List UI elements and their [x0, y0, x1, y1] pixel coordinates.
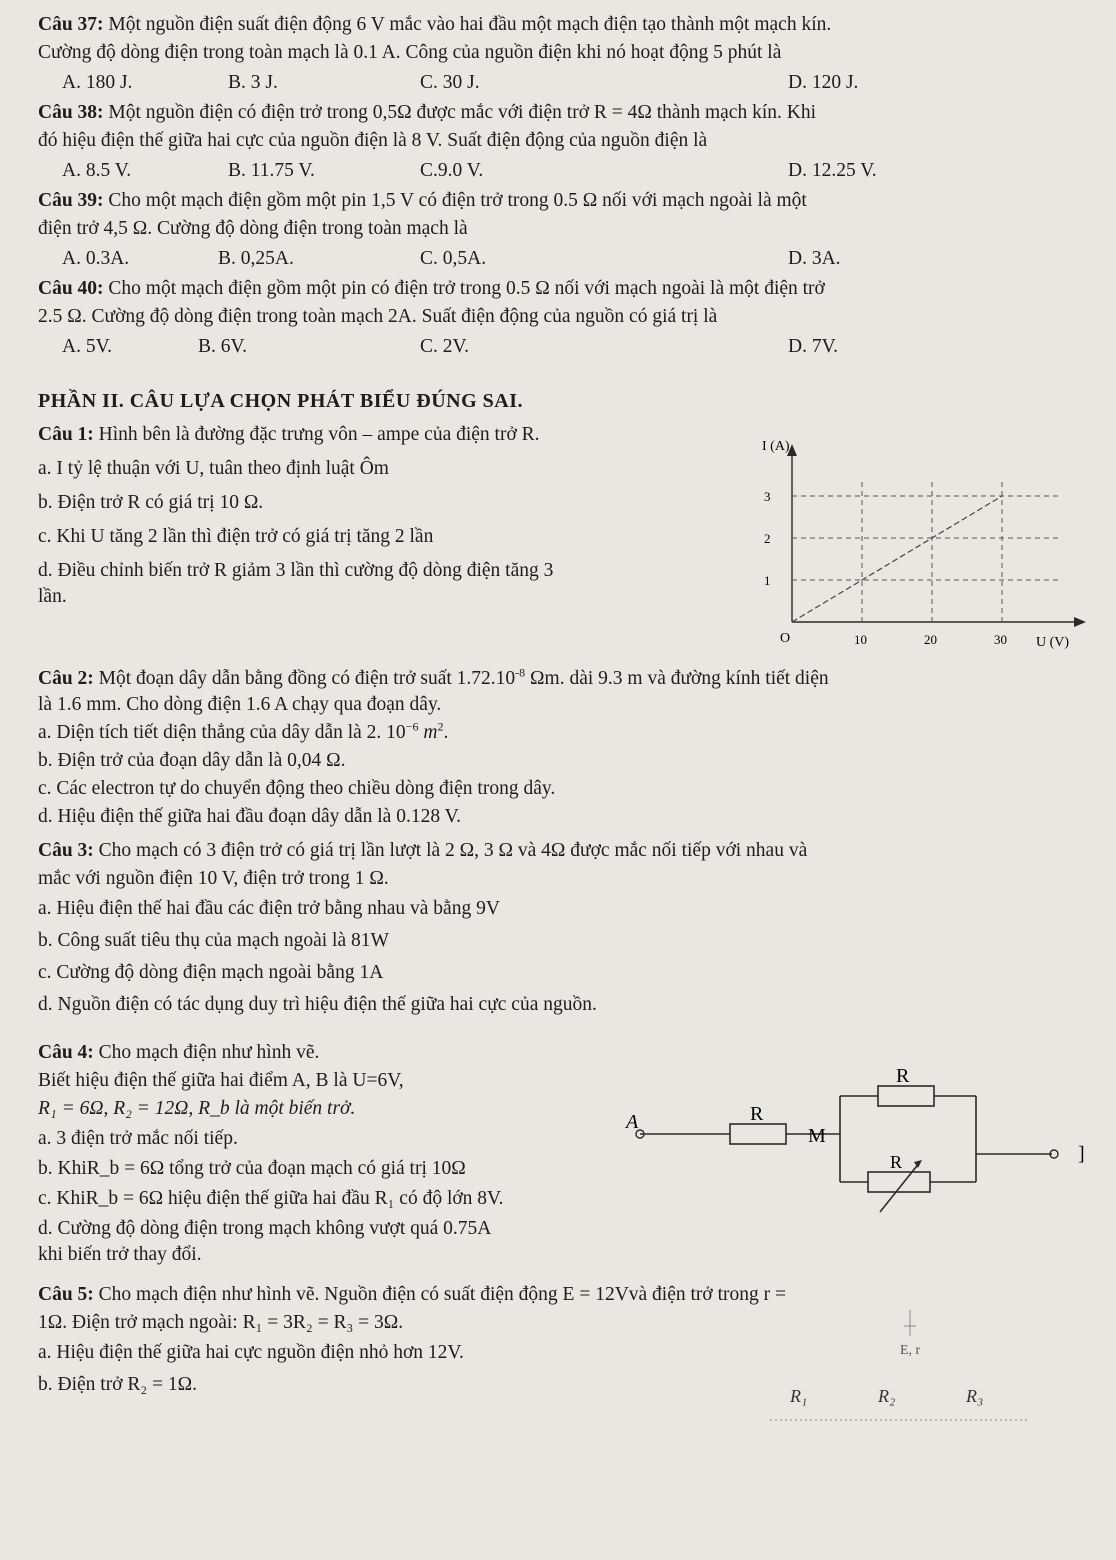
label-b: ] [1078, 1143, 1085, 1165]
q2-statement-a: a. Diện tích tiết diện thẳng của dây dẫn là 2. $10^{-6}$ $m^2$. [38, 719, 449, 743]
x-axis-arrow-icon [1074, 617, 1086, 627]
label-r2: R₂ [878, 1386, 896, 1406]
q38-option-a: A. 8.5 V. [62, 160, 132, 181]
q38-line2: đó hiệu điện thế giữa hai cực của nguồn điện là 8 V. Suất điện động của nguồn điện là [38, 130, 708, 151]
q39-line1: Câu 39: Cho một mạch điện gồm một pin 1,5 V có điện trở trong 0.5 Ω nối với mạch ngoài là một [38, 190, 807, 211]
y-axis-label: I (A) [762, 439, 790, 454]
label-r-bottom: R [890, 1152, 903, 1172]
label-a: A [626, 1111, 639, 1133]
q5-stem-cont: 1Ω. Điện trở mạch ngoài: R₁ = 3R₂ = R₃ = 3Ω. [38, 1312, 404, 1333]
q4-statement-a: a. 3 điện trở mắc nối tiếp. [38, 1128, 238, 1149]
q3-statement-c: c. Cường độ dòng điện mạch ngoài bằng 1A [38, 962, 384, 983]
q38-option-d: D. 12.25 V. [788, 160, 877, 181]
q3-statement-a: a. Hiệu điện thế hai đầu các điện trở bằng nhau và bằng 9V [38, 898, 500, 919]
q37-option-d: D. 120 J. [788, 72, 859, 93]
q3-stem: Câu 3: Cho mạch có 3 điện trở có giá trị lần lượt là 2 Ω, 3 Ω và 4Ω được mắc nối tiếp với nhau và [38, 840, 808, 861]
q4-given-line1: Biết hiệu điện thế giữa hai điểm A, B là U=6V, [38, 1070, 404, 1091]
x-axis-label: U (V) [1036, 635, 1070, 650]
q1-stem: Câu 1: Hình bên là đường đặc trưng vôn – ampe của điện trở R. [38, 424, 540, 445]
q38-option-c: C.9.0 V. [420, 160, 484, 181]
q4-stem: Câu 4: Cho mạch điện như hình vẽ. [38, 1042, 320, 1063]
q1-statement-d-cont: lần. [38, 586, 67, 607]
q40-option-b: B. 6V. [198, 336, 247, 357]
label-r-top: R [896, 1065, 910, 1087]
q2-statement-c: c. Các electron tự do chuyển động theo chiều dòng điện trong dây. [38, 778, 556, 799]
q37-option-b: B. 3 J. [228, 72, 278, 93]
q40-line2: 2.5 Ω. Cường độ dòng điện trong toàn mạch 2A. Suất điện động của nguồn có giá trị là [38, 306, 718, 327]
q39-option-d: D. 3A. [788, 248, 841, 269]
q40-option-a: A. 5V. [62, 336, 113, 357]
q39-line2: điện trở 4,5 Ω. Cường độ dòng điện trong toàn mạch là [38, 218, 468, 239]
q38-line1: Câu 38: Một nguồn điện có điện trở trong 0,5Ω được mắc với điện trở R = 4Ω thành mạch kín. Khi [38, 102, 816, 123]
q37-line1: Câu 37: Một nguồn điện suất điện động 6 V mắc vào hai đầu một mạch điện tạo thành một mạch kín. [38, 14, 832, 35]
q2-statement-b: b. Điện trở của đoạn dây dẫn là 0,04 Ω. [38, 750, 346, 771]
q4-statement-d: d. Cường độ dòng điện trong mạch không vượt quá 0.75A [38, 1218, 492, 1239]
part2-title: PHẦN II. CÂU LỰA CHỌN PHÁT BIỂU ĐÚNG SAI. [38, 390, 523, 412]
q40-option-c: C. 2V. [420, 336, 469, 357]
label-source: E, r [900, 1343, 921, 1358]
q39-option-b: B. 0,25A. [218, 248, 294, 269]
q1-statement-b: b. Điện trở R có giá trị 10 Ω. [38, 492, 264, 513]
q37-option-a: A. 180 J. [62, 72, 133, 93]
q1-statement-d: d. Điều chỉnh biến trở R giảm 3 lần thì cường độ dòng điện tăng 3 [38, 560, 554, 581]
q1-statement-c: c. Khi U tăng 2 lần thì điện trở có giá trị tăng 2 lần [38, 526, 434, 547]
q3-statement-d: d. Nguồn điện có tác dụng duy trì hiệu điện thế giữa hai cực của nguồn. [38, 994, 597, 1015]
label-m: M [808, 1125, 826, 1147]
q37-option-c: C. 30 J. [420, 72, 480, 93]
q5-stem: Câu 5: Cho mạch điện như hình vẽ. Nguồn điện có suất điện động E = 12Vvà điện trở trong r = [38, 1284, 787, 1305]
q40-option-d: D. 7V. [788, 336, 839, 357]
q40-line1: Câu 40: Cho một mạch điện gồm một pin có điện trở trong 0.5 Ω nối với mạch ngoài là một điện trở [38, 278, 825, 299]
iu-series-line [792, 496, 1002, 622]
y-tick-label: 2 [764, 531, 771, 546]
q4-statement-b: b. KhiR_b = 6Ω tổng trở của đoạn mạch có giá trị 10Ω [38, 1158, 466, 1179]
origin-label: O [780, 631, 791, 646]
x-tick-label: 30 [994, 632, 1007, 647]
label-r3: R₃ [966, 1386, 984, 1406]
q39-option-a: A. 0.3A. [62, 248, 130, 269]
q38-option-b: B. 11.75 V. [228, 160, 315, 181]
q4-statement-c: c. KhiR_b = 6Ω hiệu điện thế giữa hai đầu R₁ có độ lớn 8V. [38, 1188, 504, 1209]
q5-statement-a: a. Hiệu điện thế giữa hai cực nguồn điện nhỏ hơn 12V. [38, 1342, 464, 1363]
q5-statement-b: b. Điện trở R₂ = 1Ω. [38, 1374, 198, 1395]
q3-stem-cont: mắc với nguồn điện 10 V, điện trở trong 1 Ω. [38, 868, 389, 889]
q3-statement-b: b. Công suất tiêu thụ của mạch ngoài là 81W [38, 930, 389, 951]
x-tick-label: 10 [854, 632, 867, 647]
x-tick-label: 20 [924, 632, 937, 647]
y-tick-label: 3 [764, 489, 771, 504]
resistor-r1 [730, 1124, 786, 1144]
q4-given-line2: R₁ = 6Ω, R₂ = 12Ω, R_b là một biến trở. [38, 1098, 356, 1119]
q2-stem: Câu 2: Một đoạn dây dẫn bằng đồng có điện trở suất $1.72.10^{-8}$ Ωm. dài 9.3 m và đường kính tiết diện [38, 665, 829, 689]
q4-statement-d-cont: khi biến trở thay đổi. [38, 1244, 202, 1265]
q1-statement-a: a. I tỷ lệ thuận với U, tuân theo định luật Ôm [38, 458, 389, 479]
y-tick-label: 1 [764, 573, 771, 588]
q5-circuit-diagram [760, 1300, 1060, 1430]
q4-circuit-diagram [600, 1062, 1100, 1242]
q37-line2: Cường độ dòng điện trong toàn mạch là 0.1 A. Công của nguồn điện khi nó hoạt động 5 phút là [38, 42, 782, 63]
label-r-left: R [750, 1103, 764, 1125]
q2-statement-d: d. Hiệu điện thế giữa hai đầu đoạn dây dẫn là 0.128 V. [38, 806, 462, 827]
resistor-r2 [878, 1086, 934, 1106]
chart-axes [762, 439, 1086, 650]
q2-stem-cont: là 1.6 mm. Cho dòng điện 1.6 A chạy qua đoạn dây. [38, 694, 442, 715]
q39-option-c: C. 0,5A. [420, 248, 487, 269]
iu-characteristic-chart [740, 400, 1100, 660]
label-r1: R₁ [790, 1386, 808, 1406]
